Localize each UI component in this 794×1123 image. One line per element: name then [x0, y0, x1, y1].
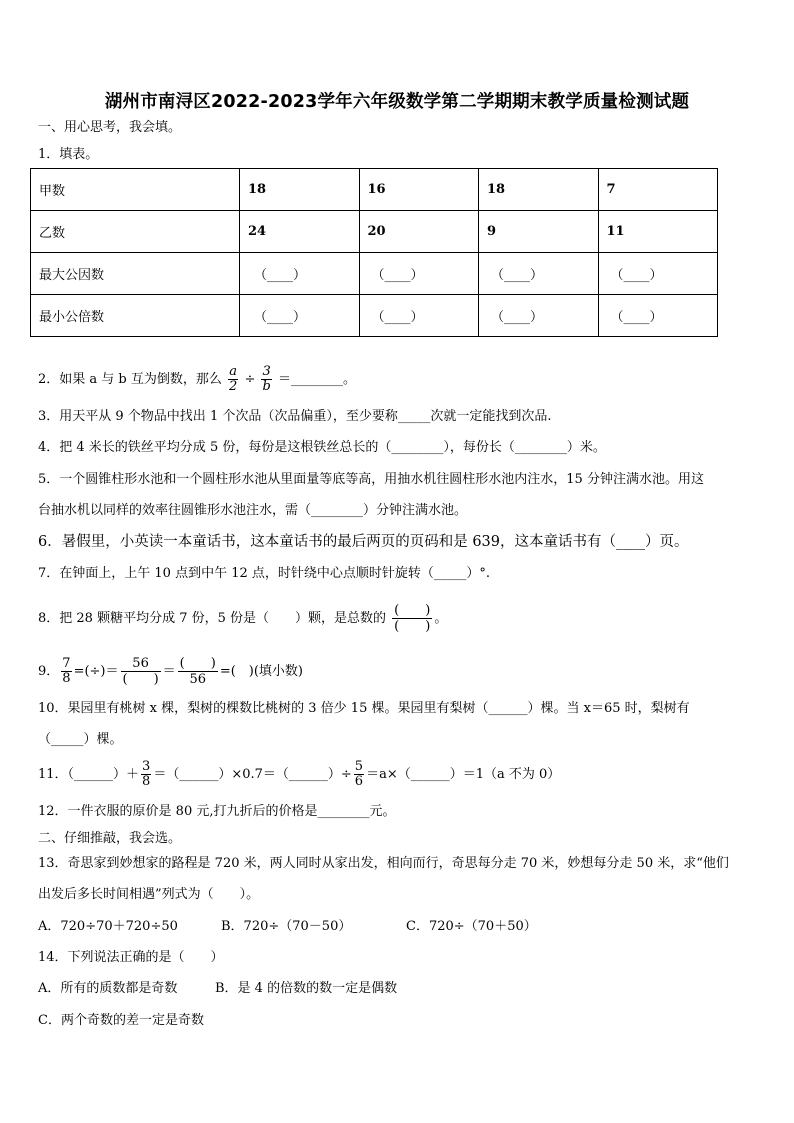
page-title: 湖州市南浔区2022-2023学年六年级数学第二学期期末教学质量检测试题 — [104, 92, 690, 112]
section-1-heading: 一、用心思考，我会填。 — [38, 120, 182, 135]
question-12: 12．一件衣服的原价是 80 元,打九折后的价格是________元。 — [38, 804, 396, 819]
numerator: 3 — [142, 759, 151, 774]
fraction[interactable] — [178, 656, 218, 687]
q1-table — [30, 168, 718, 337]
table-row — [31, 211, 718, 253]
question-6: 6．暑假里，小英读一本童话书，这本童话书的最后两页的页码和是 639，这本童话书有（____）页。 — [38, 534, 689, 550]
q14-option-b[interactable]: B．是 4 的倍数的数一定是偶数 — [215, 981, 398, 996]
table-row — [31, 295, 718, 337]
q11-text: ＝a×（______）＝1（a 不为 0） — [366, 767, 561, 782]
q13-option-c[interactable]: C．720÷（70＋50） — [406, 919, 537, 934]
numerator: a — [229, 364, 238, 379]
question-3: 3．用天平从 9 个物品中找出 1 个次品（次品偏重），至少要称_____次就一定能找到次品. — [38, 409, 552, 424]
table-cell: 16 — [359, 169, 479, 211]
question-4: 4．把 4 米长的铁丝平均分成 5 份，每份是这根铁丝总长的（________），每份长（________）米。 — [38, 440, 606, 455]
q2-answer-blank[interactable]: ＝________。 — [277, 372, 356, 387]
q11-text: 11．（______）＋ — [38, 767, 140, 782]
question-2 — [38, 362, 356, 398]
answer-blank[interactable]: （____） — [240, 253, 360, 295]
numerator: 7 — [62, 656, 71, 671]
table-cell: 18 — [240, 169, 360, 211]
row-header: 甲数 — [31, 169, 240, 211]
question-8 — [38, 599, 447, 639]
question-1-label: 1．填表。 — [38, 147, 99, 162]
denominator: b — [262, 379, 271, 394]
denominator: 6 — [354, 774, 364, 789]
answer-blank[interactable]: （____） — [598, 253, 718, 295]
fraction — [354, 760, 364, 789]
fraction — [261, 365, 271, 394]
denominator: 2 — [229, 379, 238, 394]
row-header: 最小公倍数 — [31, 295, 240, 337]
numerator: 3 — [262, 364, 271, 379]
q14-option-a[interactable]: A．所有的质数都是奇数 — [38, 981, 178, 996]
section-2-heading: 二、仔细推敲，我会选。 — [38, 831, 182, 846]
q13-option-b[interactable]: B．720÷（70－50） — [221, 919, 352, 934]
q14-option-c[interactable]: C．两个奇数的差一定是奇数 — [38, 1013, 204, 1028]
q9-division-blank[interactable]: =(÷)＝ — [73, 664, 119, 679]
fraction[interactable] — [121, 656, 161, 687]
question-9 — [38, 654, 303, 690]
row-header: 乙数 — [31, 211, 240, 253]
question-5-line-2: 台抽水机以同样的效率往圆锥形水池注水，需（________）分钟注满水池。 — [38, 503, 468, 518]
answer-blank[interactable]: （____） — [240, 295, 360, 337]
table-cell: 18 — [479, 169, 599, 211]
table-cell: 7 — [598, 169, 718, 211]
answer-blank[interactable]: （____） — [479, 295, 599, 337]
question-7: 7．在钟面上，上午 10 点到中午 12 点，时针绕中心点顺时针旋转（_____）°. — [38, 566, 491, 581]
answer-blank[interactable]: （____） — [359, 253, 479, 295]
question-13-line-2: 出发后多长时间相遇”列式为（ ）。 — [38, 887, 260, 902]
numerator: ( ) — [394, 603, 431, 618]
fraction — [228, 365, 238, 394]
q11-text: ＝（______）×0.7＝（______）÷ — [153, 767, 352, 782]
numerator: 56 — [121, 656, 161, 672]
q8-end: 。 — [434, 611, 448, 626]
table-cell: 9 — [479, 211, 599, 253]
table-cell: 20 — [359, 211, 479, 253]
denominator: 8 — [62, 671, 71, 686]
table-row — [31, 253, 718, 295]
question-13-line-1: 13．奇思家到妙想家的路程是 720 米，两人同时从家出发，相向而行，奇思每分走 70 米，妙想每分走 50 米，求“他们 — [38, 856, 729, 871]
denominator: 56 — [189, 672, 207, 687]
answer-fraction[interactable] — [392, 603, 432, 634]
table-cell: 24 — [240, 211, 360, 253]
table-cell: 11 — [598, 211, 718, 253]
question-5-line-1: 5．一个圆锥柱形水池和一个圆柱形水池从里面量等底等高，用抽水机往圆柱形水池内注水，15 分钟注满水池。用这 — [38, 472, 704, 487]
q9-number: 9． — [38, 664, 60, 679]
fraction — [141, 760, 151, 789]
question-11 — [38, 757, 560, 793]
denominator: ( ) — [122, 672, 159, 687]
divide-sign: ÷ — [244, 372, 256, 387]
table-row — [31, 169, 718, 211]
numerator: 5 — [354, 759, 364, 774]
question-10-line-2: （_____）棵。 — [38, 732, 123, 747]
q13-option-a[interactable]: A．720÷70＋720÷50 — [38, 919, 178, 934]
answer-blank[interactable]: （____） — [359, 295, 479, 337]
answer-blank[interactable]: （____） — [598, 295, 718, 337]
q2-text: 2．如果 a 与 b 互为倒数，那么 — [38, 372, 222, 387]
row-header: 最大公因数 — [31, 253, 240, 295]
answer-blank[interactable]: （____） — [479, 253, 599, 295]
fraction — [61, 657, 71, 686]
denominator: 8 — [142, 774, 151, 789]
denominator: ( ) — [394, 619, 431, 634]
numerator: ( ) — [179, 656, 216, 671]
q9-decimal-blank[interactable]: =( )(填小数) — [219, 664, 304, 679]
question-10-line-1: 10．果园里有桃树 x 棵，梨树的棵数比桃树的 3 倍少 15 棵。果园里有梨树（______）棵。当 x＝65 时，梨树有 — [38, 701, 690, 716]
q8-text: 8．把 28 颗糖平均分成 7 份，5 份是（ ）颗，是总数的 — [38, 611, 387, 626]
equals-sign: ＝ — [162, 664, 176, 679]
question-14: 14．下列说法正确的是（ ） — [38, 950, 224, 965]
